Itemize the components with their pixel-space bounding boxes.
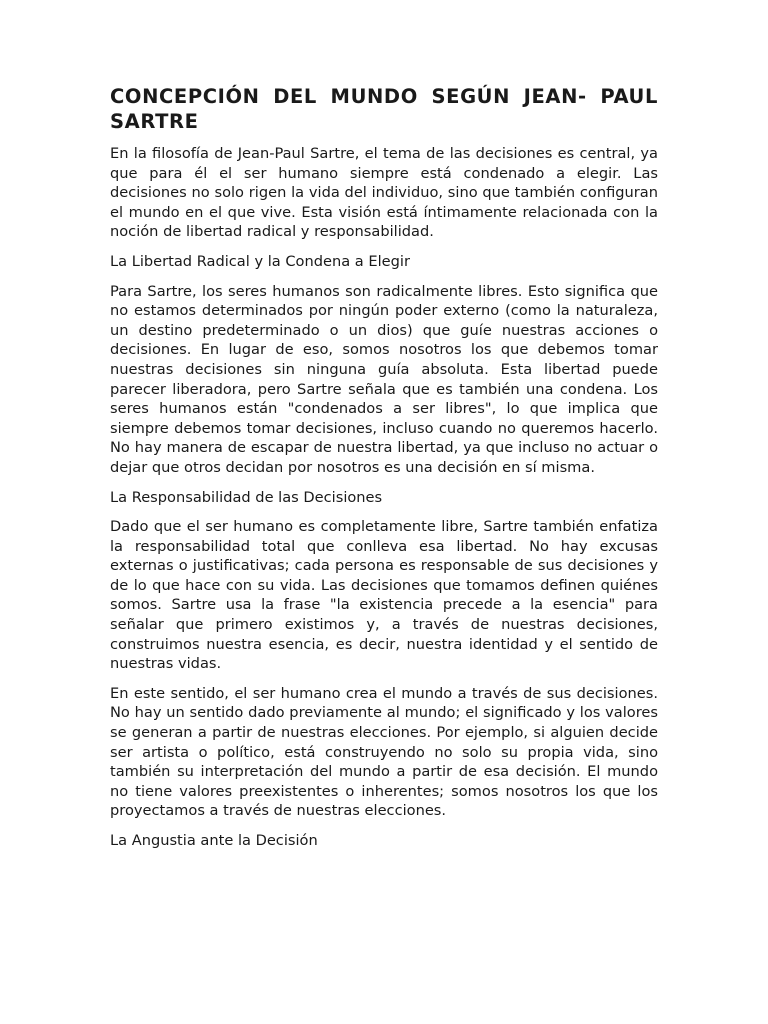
intro-paragraph: En la filosofía de Jean-Paul Sartre, el tema de las decisiones es central, ya que para él el ser humano siempre está condenado a elegir. Las decisiones no solo rigen la vida del individuo, sino que también configuran el mundo en el que vive. Esta visión está íntimamente relacionada con la noción de libertad radical y responsabilidad.: [110, 145, 658, 241]
document-page: [110, 84, 658, 861]
section-heading-angustia: La Angustia ante la Decisión: [110, 832, 318, 849]
section-heading-libertad-radical: La Libertad Radical y la Condena a Elegir: [110, 252, 410, 270]
section-paragraph: Para Sartre, los seres humanos son radicalmente libres. Esto significa que no estamos determinados por ningún poder externo (como la naturaleza, un destino predeterminado o un dios) que guíe nuestras acciones o decisiones. En lugar de eso, somos nosotros los que debemos tomar nuestras decisiones sin ninguna guía absoluta. Esta libertad puede parecer liberadora, pero Sartre señala que es también una condena. Los seres humanos están "condenados a ser libres", lo que implica que siempre debemos tomar decisiones, incluso cuando no queremos hacerlo. No hay manera de escapar de nuestra libertad, ya que incluso no actuar o dejar que otros decidan por nosotros es una decisión en sí misma.: [110, 282, 658, 476]
section-paragraph: Dado que el ser humano es completamente libre, Sartre también enfatiza la responsabilidad total que conlleva esa libertad. No hay excusas externas o justificativas; cada persona es responsable de sus decisiones y de lo que hace con su vida. Las decisiones que tomamos definen quiénes somos. Sartre usa la frase "la existencia precede a la esencia" para señalar que primero existimos y, a través de nuestras decisiones, construimos nuestra esencia, es decir, nuestra identidad y el sentido de nuestras vidas.: [110, 518, 658, 673]
section-heading-responsabilidad: La Responsabilidad de las Decisiones: [110, 488, 383, 506]
section-paragraph: En este sentido, el ser humano crea el mundo a través de sus decisiones. No hay un sentido dado previamente al mundo; el significado y los valores se generan a partir de nuestras elecciones. Por ejemplo, si alguien decide ser artista o político, está construyendo no solo su propia vida, sino también su interpretación del mundo a partir de esa decisión. El mundo no tiene valores preexistentes o inherentes; somos nosotros los que los proyectamos a través de nuestras elecciones.: [110, 684, 658, 820]
document-title: CONCEPCIÓN DEL MUNDO SEGÚN JEAN- PAUL SARTRE: [110, 85, 658, 133]
